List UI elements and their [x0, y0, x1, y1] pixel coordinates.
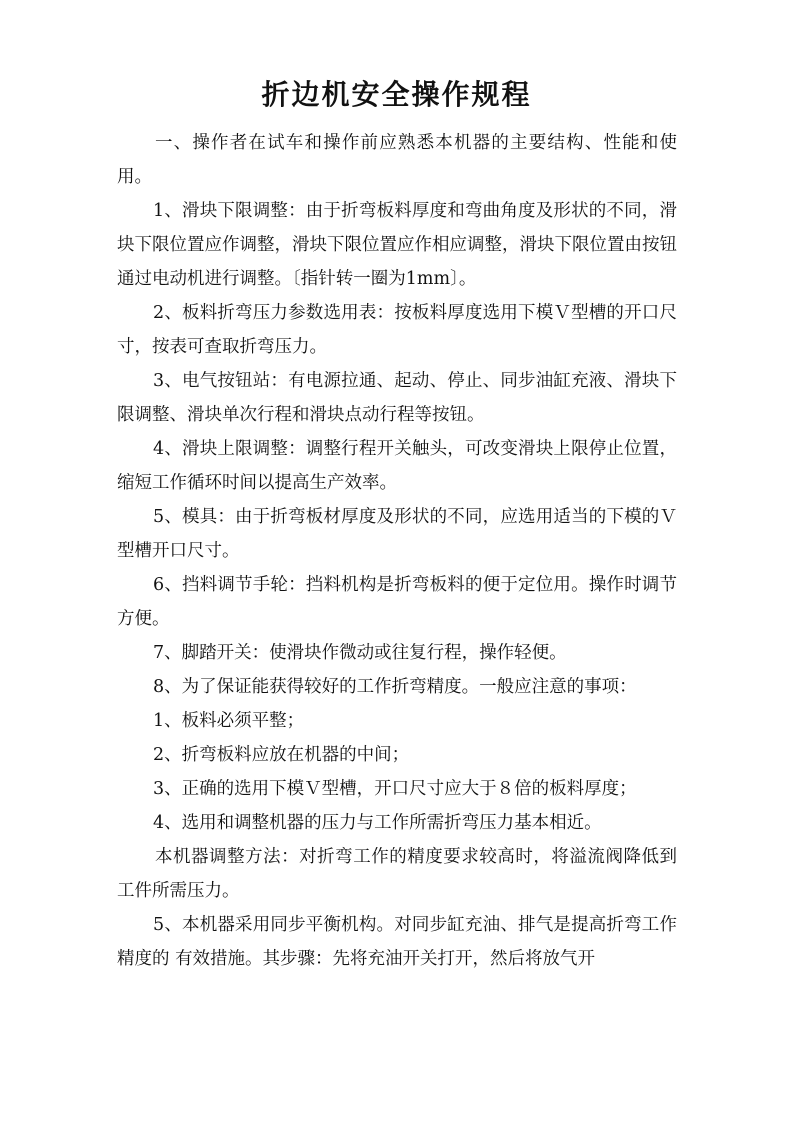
paragraph-item-8-precision-notes: 8、为了保证能获得较好的工作折弯精度。一般应注意的事项： — [153, 677, 637, 697]
paragraph-note-3-v-groove: 3、正确的选用下模Ｖ型槽，开口尺寸应大于８倍的板料厚度； — [153, 779, 637, 799]
paragraph-item-5-dies: 5、模具：由于折弯板材厚度及形状的不同，应选用适当的下模的Ｖ型槽开口尺寸。 — [117, 507, 677, 561]
paragraph-item-6-stop-handwheel: 6、挡料调节手轮：挡料机构是折弯板料的便于定位用。操作时调节方便。 — [117, 575, 677, 629]
paragraph-item-2-pressure-table: 2、板料折弯压力参数选用表：按板料厚度选用下模Ｖ型槽的开口尺寸，按表可查取折弯压力。 — [117, 303, 677, 357]
paragraph-item-3-button-station: 3、电气按钮站：有电源拉通、起动、停止、同步油缸充液、滑块下限调整、滑块单次行程和滑块点动行程等按钮。 — [117, 371, 677, 425]
paragraph-note-1-flat-sheet: 1、板料必须平整； — [153, 711, 305, 731]
paragraph-item-5-sync-mechanism: 5、本机器采用同步平衡机构。对同步缸充油、排气是提高折弯工作精度的 有效措施。其步骤：先将充油开关打开，然后将放气开 — [117, 915, 677, 969]
paragraph-item-1-slider-lower-limit: 1、滑块下限调整：由于折弯板料厚度和弯曲角度及形状的不同，滑块下限位置应作调整，滑块下限位置应作相应调整，滑块下限位置由按钮通过电动机进行调整。〔指针转一圈为1mm〕。 — [117, 201, 677, 289]
paragraph-note-2-center-placement: 2、折弯板料应放在机器的中间； — [153, 745, 410, 765]
paragraph-adjustment-method: 本机器调整方法：对折弯工作的精度要求较高时，将溢流阀降低到工件所需压力。 — [117, 847, 677, 901]
paragraph-note-4-pressure-match: 4、选用和调整机器的压力与工作所需折弯压力基本相近。 — [153, 813, 602, 833]
paragraph-item-4-slider-upper-limit: 4、滑块上限调整：调整行程开关触头，可改变滑块上限停止位置，缩短工作循环时间以提高生产效率。 — [117, 439, 677, 493]
paragraph-item-7-foot-switch: 7、脚踏开关：使滑块作微动或往复行程，操作轻便。 — [153, 643, 567, 663]
document-title: 折边机安全操作规程 — [261, 78, 532, 111]
paragraph-intro: 一、操作者在试车和操作前应熟悉本机器的主要结构、性能和使用。 — [117, 133, 677, 187]
document-body — [117, 126, 677, 976]
